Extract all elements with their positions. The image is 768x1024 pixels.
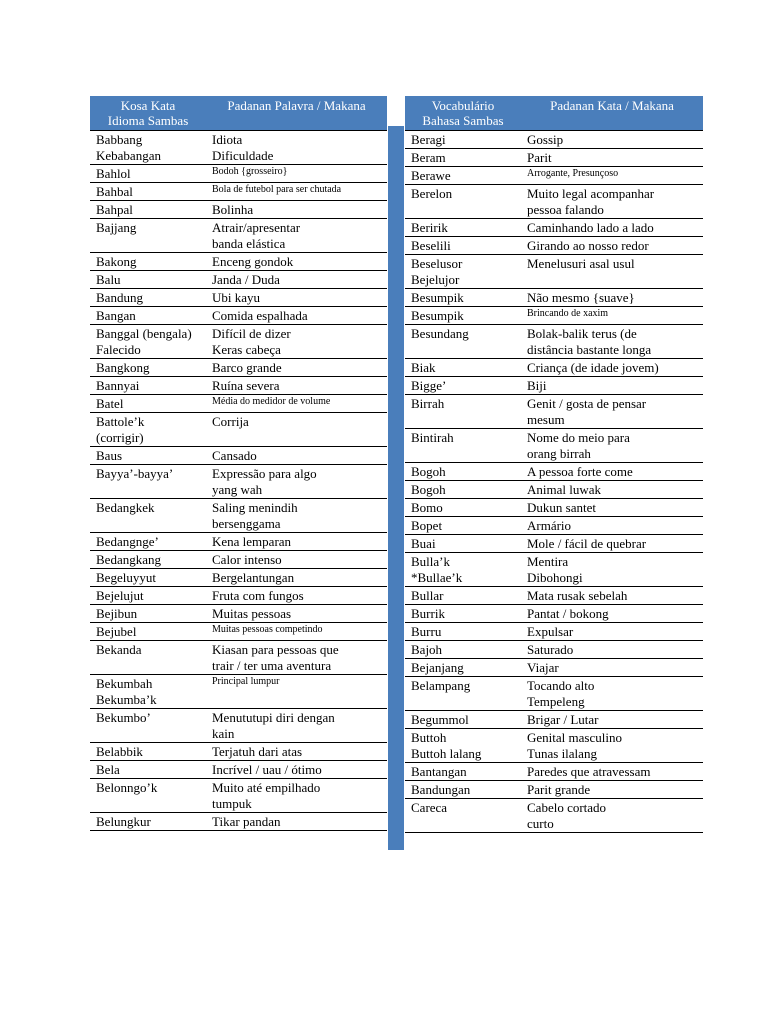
meaning-cell: Média do medidor de volume	[206, 395, 387, 413]
table-row	[405, 623, 703, 641]
term-cell: Bahpal	[90, 201, 206, 219]
table-row	[405, 641, 703, 659]
term-cell: Besumpik	[405, 307, 521, 325]
term-cell: Bahbal	[90, 183, 206, 201]
term-cell: Balu	[90, 271, 206, 289]
table-row	[405, 359, 703, 377]
meaning-cell: Parit grande	[521, 781, 703, 799]
meaning-cell: Brincando de xaxim	[521, 307, 703, 325]
term-cell: Bekumbo’	[90, 709, 206, 743]
meaning-cell: Bolinha	[206, 201, 387, 219]
meaning-cell: Muitas pessoas	[206, 605, 387, 623]
table-row	[90, 253, 387, 271]
meaning-cell: Nome do meio para orang birrah	[521, 429, 703, 463]
meaning-cell: Bergelantungan	[206, 569, 387, 587]
term-cell: Burru	[405, 623, 521, 641]
term-cell: Bakong	[90, 253, 206, 271]
meaning-cell: Muito legal acompanhar pessoa falando	[521, 185, 703, 219]
table-row	[405, 289, 703, 307]
term-cell: Belabbik	[90, 743, 206, 761]
term-cell: Bela	[90, 761, 206, 779]
right-table-body	[405, 131, 703, 833]
term-cell: Bomo	[405, 499, 521, 517]
table-row	[90, 271, 387, 289]
table-row	[90, 307, 387, 325]
meaning-cell: Expulsar	[521, 623, 703, 641]
meaning-cell: Fruta com fungos	[206, 587, 387, 605]
table-row	[90, 779, 387, 813]
table-row	[90, 289, 387, 307]
table-row	[90, 761, 387, 779]
table-row	[405, 499, 703, 517]
right-header-row	[405, 96, 703, 131]
term-cell: Begeluyyut	[90, 569, 206, 587]
meaning-cell: Girando ao nosso redor	[521, 237, 703, 255]
meaning-cell: Mentira Dibohongi	[521, 553, 703, 587]
table-row	[90, 675, 387, 709]
meaning-cell: Genit / gosta de pensar mesum	[521, 395, 703, 429]
meaning-cell: Gossip	[521, 131, 703, 149]
table-row	[90, 709, 387, 743]
left-vocabulary-table	[90, 96, 387, 831]
table-row	[90, 183, 387, 201]
meaning-cell: Bola de futebol para ser chutada	[206, 183, 387, 201]
term-cell: Bopet	[405, 517, 521, 535]
term-cell: Bejibun	[90, 605, 206, 623]
meaning-cell: Criança (de idade jovem)	[521, 359, 703, 377]
meaning-cell: Biji	[521, 377, 703, 395]
table-row	[405, 711, 703, 729]
table-row	[90, 533, 387, 551]
table-row	[405, 553, 703, 587]
table-row	[90, 201, 387, 219]
meaning-cell: Parit	[521, 149, 703, 167]
meaning-cell: Cansado	[206, 447, 387, 465]
term-cell: Belonngo’k	[90, 779, 206, 813]
meaning-cell: Caminhando lado a lado	[521, 219, 703, 237]
term-cell: Bejubel	[90, 623, 206, 641]
left-table-body	[90, 131, 387, 831]
term-cell: Bedangkek	[90, 499, 206, 533]
meaning-cell: Dukun santet	[521, 499, 703, 517]
meaning-cell: Janda / Duda	[206, 271, 387, 289]
table-row	[405, 377, 703, 395]
table-row	[90, 499, 387, 533]
meaning-cell: Bodoh {grosseiro}	[206, 165, 387, 183]
term-cell: Bogoh	[405, 463, 521, 481]
term-cell: Bullar	[405, 587, 521, 605]
term-cell: Bulla’k *Bullae’k	[405, 553, 521, 587]
meaning-cell: Tikar pandan	[206, 813, 387, 831]
meaning-cell: Kena lemparan	[206, 533, 387, 551]
table-row	[405, 219, 703, 237]
table-row	[405, 799, 703, 833]
table-row	[90, 743, 387, 761]
term-cell: Buttoh Buttoh lalang	[405, 729, 521, 763]
table-row	[90, 813, 387, 831]
term-cell: Beram	[405, 149, 521, 167]
table-row	[405, 325, 703, 359]
table-row	[90, 131, 387, 165]
meaning-cell: Ubi kayu	[206, 289, 387, 307]
meaning-cell: Atrair/apresentar banda elástica	[206, 219, 387, 253]
term-cell: Besumpik	[405, 289, 521, 307]
table-row	[405, 605, 703, 623]
table-row	[405, 395, 703, 429]
table-row	[405, 535, 703, 553]
table-row	[405, 185, 703, 219]
term-cell: Bintirah	[405, 429, 521, 463]
table-row	[90, 551, 387, 569]
meaning-cell: Expressão para algo yang wah	[206, 465, 387, 499]
left-header-row	[90, 96, 387, 131]
term-cell: Babbang Kebabangan	[90, 131, 206, 165]
meaning-cell: Difícil de dizer Keras cabeça	[206, 325, 387, 359]
meaning-cell: Barco grande	[206, 359, 387, 377]
meaning-cell: Menelusuri asal usul	[521, 255, 703, 289]
term-cell: Begummol	[405, 711, 521, 729]
table-row	[405, 463, 703, 481]
term-cell: Bahlol	[90, 165, 206, 183]
term-cell: Batel	[90, 395, 206, 413]
meaning-cell: Brigar / Lutar	[521, 711, 703, 729]
term-cell: Beririk	[405, 219, 521, 237]
meaning-cell: Comida espalhada	[206, 307, 387, 325]
term-cell: Burrik	[405, 605, 521, 623]
right-header-meaning: Padanan Kata / Makana	[521, 96, 703, 131]
meaning-cell: Tocando alto Tempeleng	[521, 677, 703, 711]
table-row	[90, 587, 387, 605]
table-row	[405, 429, 703, 463]
term-cell: Belampang	[405, 677, 521, 711]
meaning-cell: Muitas pessoas competindo	[206, 623, 387, 641]
term-cell: Bejelujut	[90, 587, 206, 605]
table-row	[405, 481, 703, 499]
meaning-cell: Pantat / bokong	[521, 605, 703, 623]
term-cell: Bekanda	[90, 641, 206, 675]
meaning-cell: Não mesmo {suave}	[521, 289, 703, 307]
table-row	[90, 641, 387, 675]
meaning-cell: Arrogante, Presunçoso	[521, 167, 703, 185]
term-cell: Bandung	[90, 289, 206, 307]
term-cell: Bedangkang	[90, 551, 206, 569]
meaning-cell: Idiota Dificuldade	[206, 131, 387, 165]
term-cell: Baus	[90, 447, 206, 465]
table-row	[90, 465, 387, 499]
term-cell: Bekumbah Bekumba’k	[90, 675, 206, 709]
term-cell: Berawe	[405, 167, 521, 185]
right-vocabulary-table	[405, 96, 703, 833]
table-row	[405, 167, 703, 185]
table-row	[90, 395, 387, 413]
term-cell: Belungkur	[90, 813, 206, 831]
meaning-cell: Mata rusak sebelah	[521, 587, 703, 605]
term-cell: Bangkong	[90, 359, 206, 377]
table-row	[405, 677, 703, 711]
term-cell: Bandungan	[405, 781, 521, 799]
table-row	[90, 165, 387, 183]
meaning-cell: Mole / fácil de quebrar	[521, 535, 703, 553]
meaning-cell: Genital masculino Tunas ilalang	[521, 729, 703, 763]
table-row	[405, 131, 703, 149]
meaning-cell: Incrível / uau / ótimo	[206, 761, 387, 779]
term-cell: Bajjang	[90, 219, 206, 253]
term-cell: Biak	[405, 359, 521, 377]
table-row	[90, 413, 387, 447]
term-cell: Battole’k (corrigir)	[90, 413, 206, 447]
term-cell: Beselusor Bejelujor	[405, 255, 521, 289]
meaning-cell: Bolak-balik terus (de distância bastante longa	[521, 325, 703, 359]
term-cell: Beragi	[405, 131, 521, 149]
term-cell: Buai	[405, 535, 521, 553]
term-cell: Bajoh	[405, 641, 521, 659]
table-row	[90, 325, 387, 359]
table-row	[405, 237, 703, 255]
term-cell: Bigge’	[405, 377, 521, 395]
table-row	[405, 307, 703, 325]
meaning-cell: Muito até empilhado tumpuk	[206, 779, 387, 813]
table-row	[90, 605, 387, 623]
term-cell: Bejanjang	[405, 659, 521, 677]
table-row	[405, 781, 703, 799]
table-row	[405, 763, 703, 781]
meaning-cell: A pessoa forte come	[521, 463, 703, 481]
table-row	[90, 623, 387, 641]
meaning-cell: Principal lumpur	[206, 675, 387, 709]
table-row	[90, 447, 387, 465]
term-cell: Bannyai	[90, 377, 206, 395]
term-cell: Besundang	[405, 325, 521, 359]
table-row	[90, 359, 387, 377]
meaning-cell: Viajar	[521, 659, 703, 677]
term-cell: Bedangnge’	[90, 533, 206, 551]
left-header-meaning: Padanan Palavra / Makana	[206, 96, 387, 131]
term-cell: Careca	[405, 799, 521, 833]
meaning-cell: Enceng gondok	[206, 253, 387, 271]
term-cell: Bogoh	[405, 481, 521, 499]
term-cell: Beselili	[405, 237, 521, 255]
meaning-cell: Calor intenso	[206, 551, 387, 569]
term-cell: Bantangan	[405, 763, 521, 781]
divider-bar	[388, 126, 404, 850]
meaning-cell: Cabelo cortado curto	[521, 799, 703, 833]
table-row	[90, 569, 387, 587]
term-cell: Banggal (bengala) Falecido	[90, 325, 206, 359]
meaning-cell: Ruína severa	[206, 377, 387, 395]
meaning-cell: Terjatuh dari atas	[206, 743, 387, 761]
table-row	[405, 659, 703, 677]
table-row	[405, 149, 703, 167]
term-cell: Bangan	[90, 307, 206, 325]
table-row	[90, 377, 387, 395]
table-row	[90, 219, 387, 253]
table-row	[405, 255, 703, 289]
term-cell: Berelon	[405, 185, 521, 219]
meaning-cell: Kiasan para pessoas que trair / ter uma aventura	[206, 641, 387, 675]
meaning-cell: Saturado	[521, 641, 703, 659]
meaning-cell: Paredes que atravessam	[521, 763, 703, 781]
left-header-term: Kosa Kata Idioma Sambas	[90, 96, 206, 131]
term-cell: Birrah	[405, 395, 521, 429]
meaning-cell: Armário	[521, 517, 703, 535]
meaning-cell: Animal luwak	[521, 481, 703, 499]
term-cell: Bayya’-bayya’	[90, 465, 206, 499]
table-row	[405, 729, 703, 763]
right-header-term: Vocabulário Bahasa Sambas	[405, 96, 521, 131]
meaning-cell: Corrija	[206, 413, 387, 447]
table-row	[405, 517, 703, 535]
meaning-cell: Saling menindih bersenggama	[206, 499, 387, 533]
meaning-cell: Menututupi diri dengan kain	[206, 709, 387, 743]
table-row	[405, 587, 703, 605]
